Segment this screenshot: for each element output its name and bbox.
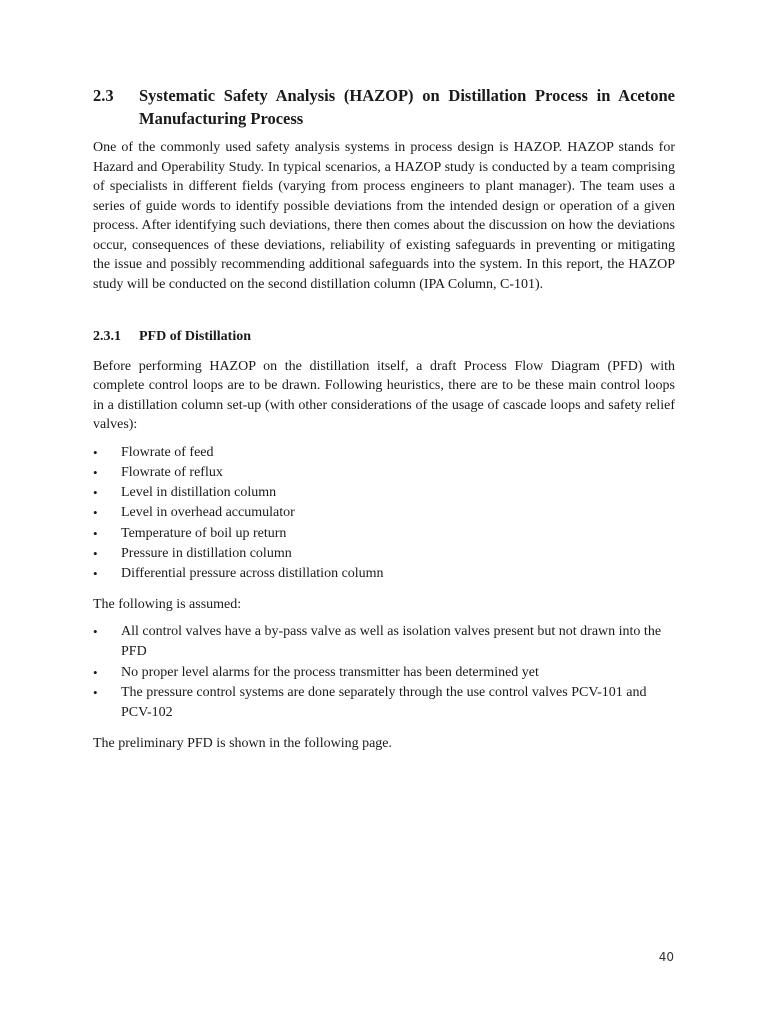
bullet-icon: • (93, 464, 98, 480)
subsection-number: 2.3.1 (93, 329, 121, 344)
list-item: • All control valves have a by-pass valve as well as isolation valves present but not drawn into the PFD (93, 622, 675, 663)
bullet-icon: • (93, 566, 98, 582)
closing-paragraph: The preliminary PFD is shown in the following page. (93, 735, 393, 751)
bullet-icon: • (93, 684, 98, 700)
document-page (93, 84, 675, 753)
intro-paragraph: One of the commonly used safety analysis systems in process design is HAZOP. HAZOP stands for Hazard and Operability Study. In typical scenarios, a HAZOP study is conducted by a team comprising of specialists in different fields (varying from process engineers to plant manager). The team uses a series of guide words to identify possible deviations from the intended design or operation of a given process. After identifying such deviations, there then comes about the discussion on how the deviations occur, consequences of these deviations, reliability of existing safeguards in preventing or mitigating the issue and possibly recommending additional safeguards into the system. In this report, the HAZOP study will be conducted on the second distillation column (IPA Column, C-101). (93, 140, 675, 292)
assumed-intro: The following is assumed: (93, 596, 242, 612)
list-item: • Temperature of boil up return (93, 524, 675, 544)
bullet-icon: • (93, 545, 98, 561)
list-item: • Differential pressure across distillation column (93, 564, 675, 584)
subsection-heading (93, 327, 675, 347)
bullet-icon: • (93, 485, 98, 501)
list-item: • Flowrate of feed (93, 443, 675, 463)
list-item: • Level in overhead accumulator (93, 503, 675, 523)
pfd-paragraph: Before performing HAZOP on the distillation itself, a draft Process Flow Diagram (PFD) with complete control loops are to be drawn. Following heuristics, there are to be these main control loops in a distillation column set-up (with other considerations of the usage of cascade loops and safety relief valves): (93, 358, 675, 432)
bullet-icon: • (93, 505, 98, 521)
bullet-icon: • (93, 444, 98, 460)
list-item: • Level in distillation column (93, 483, 675, 503)
control-loops-list (93, 443, 675, 585)
list-item: • No proper level alarms for the process transmitter has been determined yet (93, 663, 675, 683)
section-heading (93, 84, 675, 130)
list-item: • Pressure in distillation column (93, 544, 675, 564)
bullet-icon: • (93, 525, 98, 541)
assumptions-list (93, 622, 675, 723)
list-item: • Flowrate of reflux (93, 463, 675, 483)
bullet-icon: • (93, 664, 98, 680)
list-item: • The pressure control systems are done separately through the use control valves PCV-101 and PCV-102 (93, 683, 675, 724)
section-title: Systematic Safety Analysis (HAZOP) on Distillation Process in Acetone Manufacturing Process (139, 86, 675, 128)
bullet-icon: • (93, 624, 98, 640)
subsection-title: PFD of Distillation (139, 329, 251, 344)
section-number: 2.3 (93, 86, 114, 105)
page-number: 40 (658, 950, 674, 964)
